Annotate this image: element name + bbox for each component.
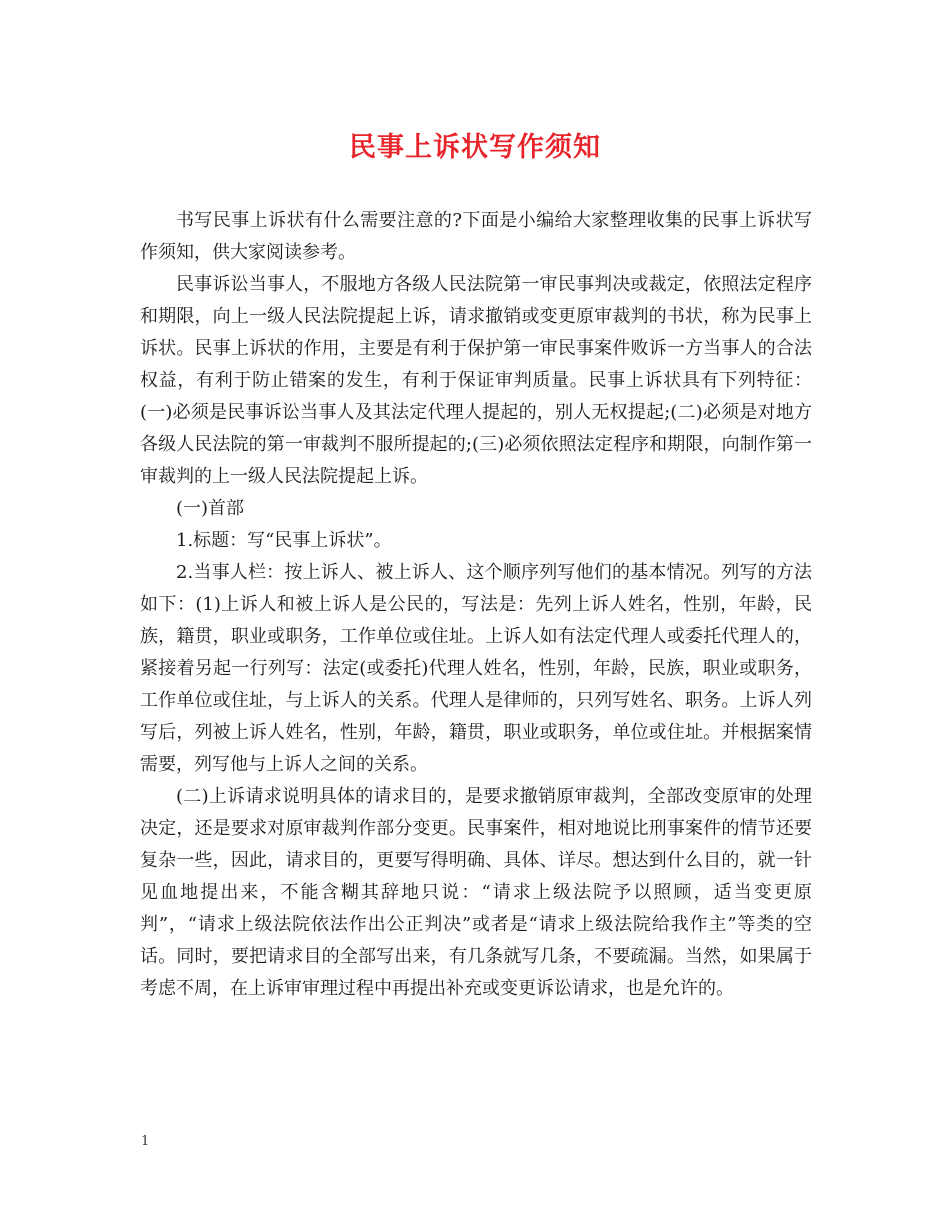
- paragraph-intro: 书写民事上诉状有什么需要注意的?下面是小编给大家整理收集的民事上诉状写作须知，供大家阅读参考。: [140, 210, 812, 263]
- paragraph-title-item: 1.标题：写“民事上诉状”。: [176, 530, 392, 551]
- document-title: 民事上诉状写作须知: [349, 132, 601, 163]
- document-body: [140, 205, 812, 1005]
- paragraph-section-header: (一)首部: [176, 498, 245, 519]
- page-number: 1: [141, 1134, 150, 1149]
- paragraph-definition: 民事诉讼当事人，不服地方各级人民法院第一审民事判决或裁定，依照法定程序和期限，向上一级人民法院提起上诉，请求撤销或变更原审裁判的书状，称为民事上诉状。民事上诉状的作用，主要是有利于保护第一审民事案件败诉一方当事人的合法权益，有利于防止错案的发生，有利于保证审判质量。民事上诉状具有下列特征：(一)必须是民事诉讼当事人及其法定代理人提起的，别人无权提起;(二)必须是对地方各级人民法院的第一审裁判不服所提起的;(三)必须依照法定程序和期限，向制作第一审裁判的上一级人民法院提起上诉。: [140, 274, 812, 487]
- paragraph-parties-item: 2.当事人栏：按上诉人、被上诉人、这个顺序列写他们的基本情况。列写的方法如下：(1)上诉人和被上诉人是公民的，写法是：先列上诉人姓名，性别，年龄，民族，籍贯，职业或职务，工作单位或住址。上诉人如有法定代理人或委托代理人的，紧接着另起一行列写：法定(或委托)代理人姓名，性别，年龄，民族，职业或职务，工作单位或住址，与上诉人的关系。代理人是律师的，只列写姓名、职务。上诉人列写后，列被上诉人姓名，性别，年龄，籍贯，职业或职务，单位或住址。并根据案情需要，列写他与上诉人之间的关系。: [140, 562, 812, 775]
- paragraph-appeal-request: (二)上诉请求说明具体的请求目的，是要求撤销原审裁判，全部改变原审的处理决定，还是要求对原审裁判作部分变更。民事案件，相对地说比刑事案件的情节还要复杂一些，因此，请求目的，更要写得明确、具体、详尽。想达到什么目的，就一针见血地提出来，不能含糊其辞地只说：“请求上级法院予以照顾，适当变更原判”，“请求上级法院依法作出公正判决”或者是“请求上级法院给我作主”等类的空话。同时，要把请求目的全部写出来，有几条就写几条，不要疏漏。当然，如果属于考虑不周，在上诉审审理过程中再提出补充或变更诉讼请求，也是允许的。: [140, 786, 812, 999]
